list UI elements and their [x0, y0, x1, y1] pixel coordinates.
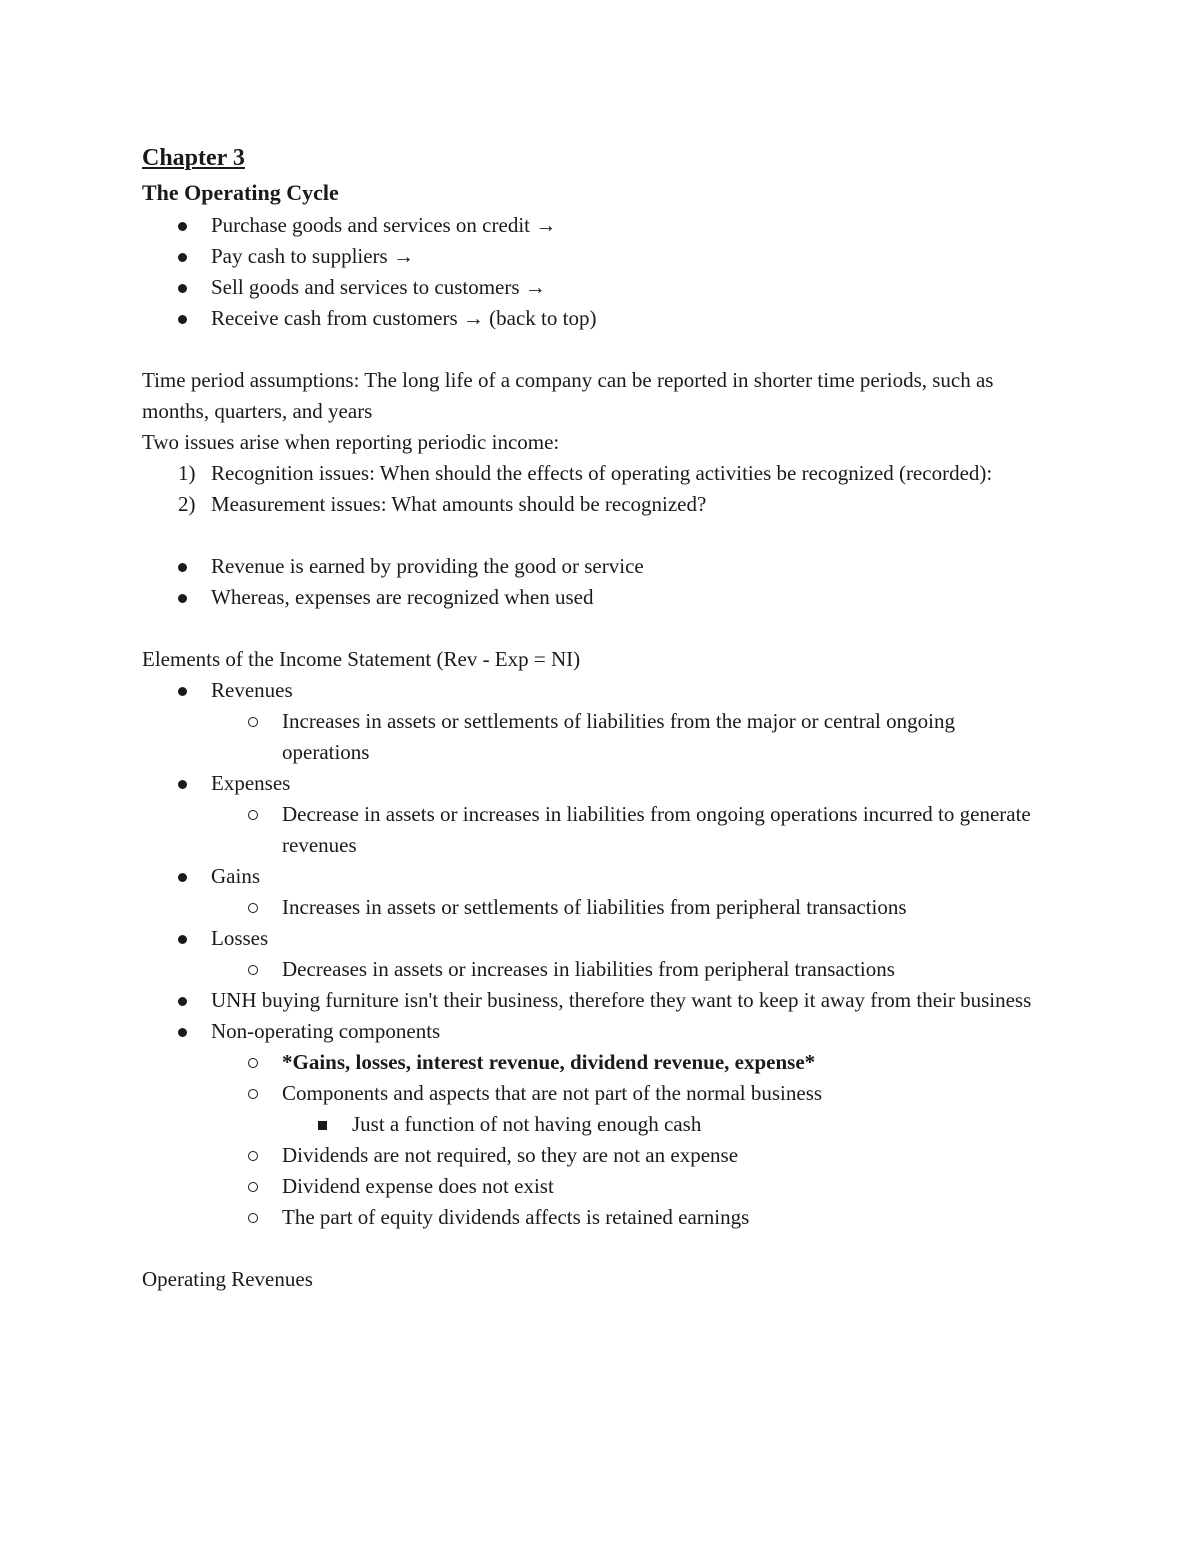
- bullet-dot-icon: [178, 222, 187, 231]
- list-item: Increases in assets or settlements of liabilities from peripheral transactions: [142, 892, 1062, 923]
- bullet-circle-icon: [248, 903, 258, 913]
- bullet-circle-icon: [248, 1151, 258, 1161]
- income-statement-list: [142, 675, 1062, 1233]
- list-item: 1) Recognition issues: When should the effects of operating activities be recognized (recorded):: [178, 461, 993, 485]
- list-item: 2) Measurement issues: What amounts should be recognized?: [178, 492, 707, 516]
- bullet-circle-icon: [248, 1182, 258, 1192]
- list-item: Just a function of not having enough cash: [142, 1109, 1062, 1140]
- list-item: Dividends are not required, so they are not an expense: [142, 1140, 1062, 1171]
- list-item: Non-operating components: [142, 1016, 1062, 1047]
- time-period-paragraph: Time period assumptions: The long life of a company can be reported in shorter time periods, such as months, quarters, and years: [142, 368, 994, 423]
- income-statement-heading: Elements of the Income Statement (Rev - Exp = NI): [142, 647, 581, 671]
- list-item: The part of equity dividends affects is retained earnings: [142, 1202, 1062, 1233]
- bullet-circle-icon: [248, 1089, 258, 1099]
- list-item: Losses: [142, 923, 1062, 954]
- list-item: Decrease in assets or increases in liabilities from ongoing operations incurred to generate revenues: [142, 799, 1042, 861]
- bullet-dot-icon: [178, 315, 187, 324]
- bullet-square-icon: [318, 1121, 327, 1130]
- list-item: Expenses: [142, 768, 1062, 799]
- bullet-dot-icon: [178, 284, 187, 293]
- bullet-circle-icon: [248, 717, 258, 727]
- bullet-dot-icon: [178, 997, 187, 1006]
- bullet-dot-icon: [178, 873, 187, 882]
- list-item: Revenues: [142, 675, 1062, 706]
- list-item: Increases in assets or settlements of liabilities from the major or central ongoing operations: [142, 706, 1042, 768]
- bullet-dot-icon: [178, 687, 187, 696]
- chapter-title: Chapter 3: [142, 145, 245, 171]
- bullet-circle-icon: [248, 1058, 258, 1068]
- bullet-circle-icon: [248, 1213, 258, 1223]
- list-item: UNH buying furniture isn't their business, therefore they want to keep it away from their business: [142, 985, 1051, 1016]
- issues-list: [142, 458, 1062, 520]
- recognition-bullets: [142, 551, 1062, 613]
- bullet-circle-icon: [248, 810, 258, 820]
- bullet-dot-icon: [178, 253, 187, 262]
- bullet-dot-icon: [178, 1028, 187, 1037]
- operating-revenues-heading: Operating Revenues: [142, 1267, 313, 1291]
- bullet-dot-icon: [178, 935, 187, 944]
- list-item: Gains: [142, 861, 1062, 892]
- list-item: Dividend expense does not exist: [142, 1171, 1062, 1202]
- document-page: [142, 140, 1062, 1295]
- list-item: Whereas, expenses are recognized when used: [142, 582, 1062, 613]
- list-item: Sell goods and services to customers →: [142, 272, 1062, 303]
- list-item: Revenue is earned by providing the good or service: [142, 551, 1062, 582]
- operating-cycle-heading: The Operating Cycle: [142, 180, 339, 205]
- list-item: Decreases in assets or increases in liabilities from peripheral transactions: [142, 954, 1062, 985]
- list-item: Components and aspects that are not part of the normal business: [142, 1078, 1062, 1109]
- list-item: Receive cash from customers → (back to top): [142, 303, 1062, 334]
- operating-cycle-list: [142, 210, 1062, 334]
- list-item: Pay cash to suppliers →: [142, 241, 1062, 272]
- bullet-dot-icon: [178, 563, 187, 572]
- issues-intro: Two issues arise when reporting periodic income:: [142, 430, 560, 454]
- list-item: Purchase goods and services on credit →: [142, 210, 1062, 241]
- bullet-dot-icon: [178, 594, 187, 603]
- bullet-dot-icon: [178, 780, 187, 789]
- bullet-circle-icon: [248, 965, 258, 975]
- list-item: *Gains, losses, interest revenue, dividend revenue, expense*: [142, 1047, 1062, 1078]
